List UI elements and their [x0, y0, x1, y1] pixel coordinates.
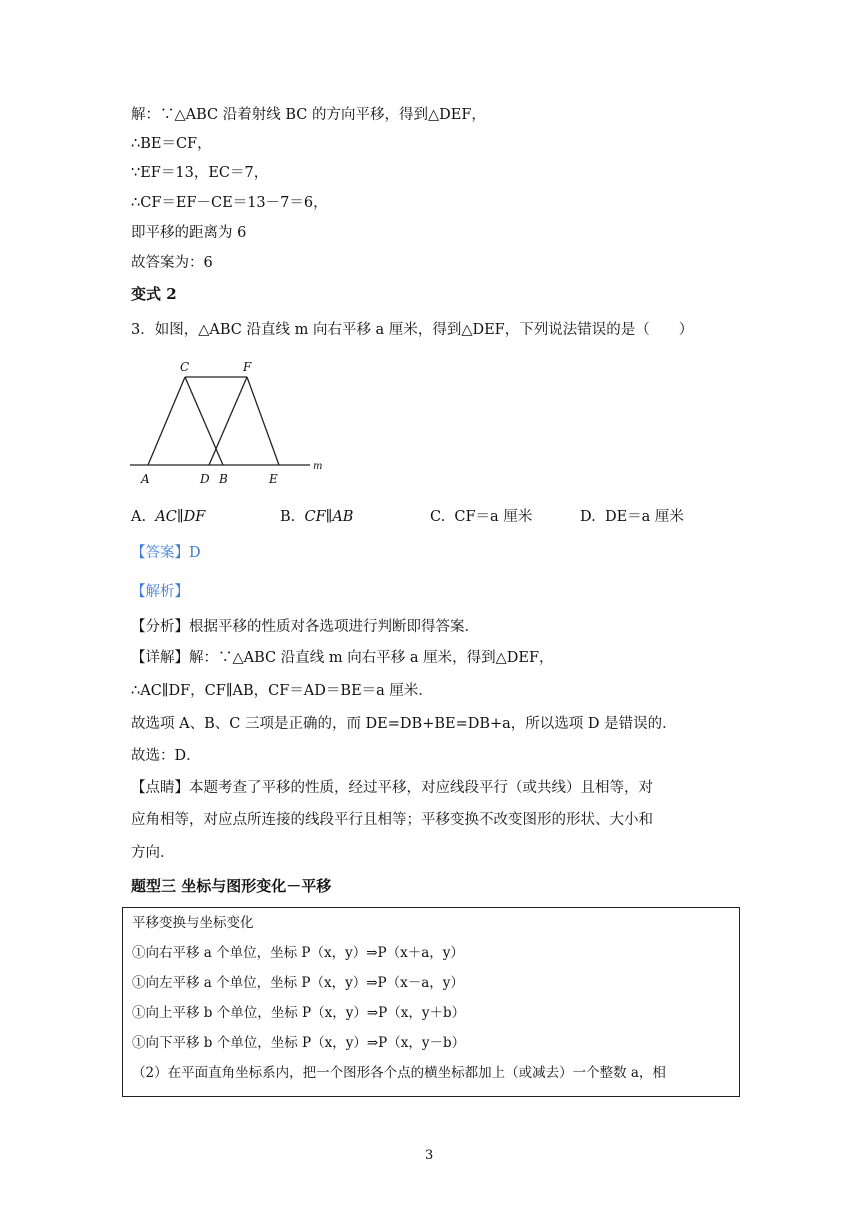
solution-line-5: 即平移的距离为 6 — [131, 225, 247, 241]
page-number: 3 — [425, 1148, 434, 1163]
segment-AC — [148, 377, 185, 465]
box-rule-1: ①向右平移 a 个单位，坐标 P（x，y）⇒P（x＋a，y） — [132, 945, 464, 961]
fenxi-line: 【分析】根据平移的性质对各选项进行判断即得答案． — [131, 619, 479, 635]
label-C: C — [180, 360, 190, 374]
label-F: F — [243, 360, 252, 374]
answer-line — [131, 543, 201, 563]
answer-tag: 【答案】 — [131, 545, 189, 561]
solution-line-3: ∵EF＝13，EC＝7， — [131, 165, 269, 181]
box-title: 平移变换与坐标变化 — [132, 915, 254, 931]
label-B: B — [219, 472, 228, 486]
xiangjie-line-2: ∴AC∥DF，CF∥AB，CF＝AD＝BE＝a 厘米． — [131, 683, 433, 699]
translation-figure — [128, 357, 338, 492]
label-A: A — [141, 472, 150, 486]
segment-FE — [247, 377, 279, 465]
box-rule-3: ①向上平移 b 个单位，坐标 P（x，y）⇒P（x，y＋b） — [132, 1005, 466, 1021]
dianjing-line-1: 【点睛】本题考查了平移的性质，经过平移，对应线段平行（或共线）且相等，对 — [131, 780, 653, 796]
question-3 — [131, 320, 693, 340]
section-heading: 题型三 坐标与图形变化－平移 — [131, 877, 332, 895]
xiangjie-line-1: 【详解】解：∵△ABC 沿直线 m 向右平移 a 厘米，得到△DEF， — [131, 650, 554, 666]
solution-line-4: ∴CF＝EF－CE＝13－7＝6， — [131, 195, 328, 211]
label-m: m — [313, 461, 323, 472]
variant-heading: 变式 2 — [131, 285, 177, 303]
segment-CB — [185, 377, 223, 465]
solution-line-1: 解：∵△ABC 沿着射线 BC 的方向平移，得到△DEF， — [131, 107, 486, 123]
dianjing-line-2: 应角相等，对应点所连接的线段平行且相等；平移变换不改变图形的形状、大小和 — [131, 812, 653, 828]
dianjing-line-3: 方向． — [131, 845, 175, 861]
option-a: A. AC∥DF — [131, 509, 206, 525]
option-b: B. CF∥AB — [280, 509, 354, 525]
xiangjie-line-3: 故选项 A、B、C 三项是正确的，而 DE=DB+BE=DB+a，所以选项 D 是错误的． — [131, 716, 677, 732]
option-d: D. DE＝a 厘米 — [580, 509, 684, 525]
answer-value: D — [189, 545, 201, 561]
solution-line-2: ∴BE＝CF， — [131, 136, 212, 152]
rule-box — [122, 907, 740, 1097]
question-text: ．如图，△ABC 沿直线 m 向右平移 a 厘米，得到△DEF，下列说法错误的是（ ） — [140, 322, 694, 338]
box-rule-5: （2）在平面直角坐标系内，把一个图形各个点的横坐标都加上（或减去）一个整数 a，相 — [132, 1065, 666, 1081]
box-rule-2: ①向左平移 a 个单位，坐标 P（x，y）⇒P（x－a，y） — [132, 975, 464, 991]
solution-line-6: 故答案为：6 — [131, 255, 213, 271]
question-number: 3 — [131, 322, 141, 338]
option-c: C. CF＝a 厘米 — [430, 509, 533, 525]
analysis-tag: 【解析】 — [131, 584, 189, 600]
label-D: D — [200, 472, 210, 486]
xiangjie-line-4: 故选：D． — [131, 748, 201, 764]
label-E: E — [269, 472, 278, 486]
box-rule-4: ①向下平移 b 个单位，坐标 P（x，y）⇒P（x，y－b） — [132, 1035, 466, 1051]
segment-DF — [209, 377, 247, 465]
